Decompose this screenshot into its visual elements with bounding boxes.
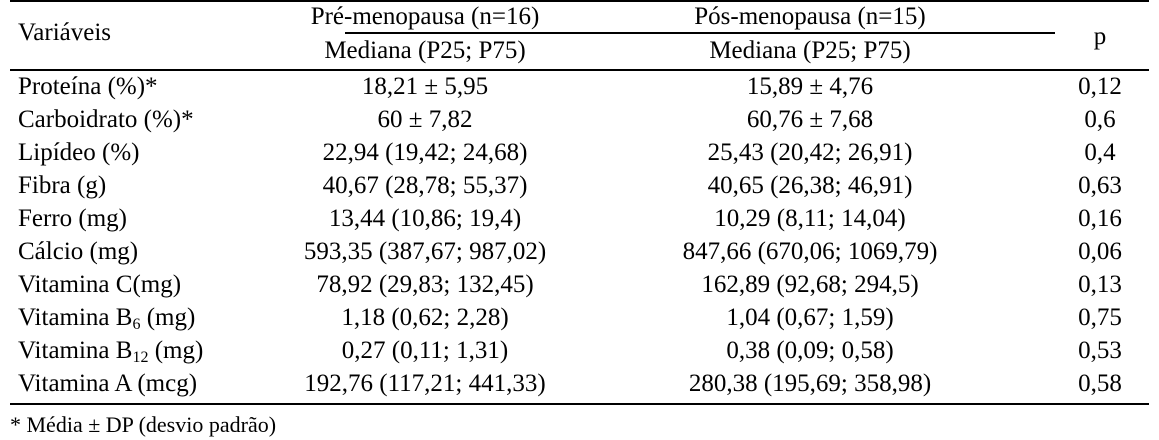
row-label: Cálcio (mg)	[18, 238, 139, 265]
row-pos: 60,76 ± 7,68	[746, 106, 874, 133]
header-p: p	[1093, 23, 1107, 50]
row-pos: 25,43 (20,42; 26,91)	[707, 139, 913, 166]
row-p: 0,16	[1078, 205, 1122, 232]
row-label: Vitamina A (mcg)	[18, 370, 198, 397]
row-p: 0,12	[1078, 73, 1122, 100]
header-rule	[10, 69, 1149, 71]
row-label: Ferro (mg)	[18, 205, 127, 232]
row-label: Proteína (%)*	[18, 73, 158, 100]
label-unit: (mg)	[148, 337, 204, 364]
row-pre: 192,76 (117,21; 441,33)	[304, 370, 546, 397]
row-pre: 22,94 (19,42; 24,68)	[322, 139, 528, 166]
row-pos: 15,89 ± 4,76	[746, 73, 874, 100]
row-label	[18, 336, 203, 366]
row-label: Lipídeo (%)	[18, 139, 140, 166]
row-p: 0,75	[1078, 304, 1122, 331]
row-pos: 847,66 (670,06; 1069,79)	[682, 238, 938, 265]
label-unit: (mg)	[140, 304, 196, 331]
row-label: Fibra (g)	[18, 172, 107, 199]
header-sub1: Mediana (P25; P75)	[324, 37, 526, 64]
row-p: 0,4	[1084, 139, 1116, 166]
row-p: 0,53	[1078, 337, 1122, 364]
row-pre: 1,18 (0,62; 2,28)	[341, 304, 509, 331]
row-pre: 0,27 (0,11; 1,31)	[341, 337, 509, 364]
row-pre: 13,44 (10,86; 19,4)	[328, 205, 522, 232]
row-pos: 280,38 (195,69; 358,98)	[688, 370, 932, 397]
label-subscript: 12	[132, 349, 149, 366]
row-pos: 1,04 (0,67; 1,59)	[726, 304, 894, 331]
row-pre: 60 ± 7,82	[377, 106, 473, 133]
group-rule	[345, 32, 1055, 34]
row-p: 0,63	[1078, 172, 1122, 199]
row-label	[18, 303, 195, 333]
label-main: Vitamina B	[18, 337, 133, 364]
bottom-rule	[10, 403, 1149, 405]
row-label: Carboidrato (%)*	[18, 106, 194, 133]
row-p: 0,13	[1078, 271, 1122, 298]
row-pos: 162,89 (92,68; 294,5)	[701, 271, 919, 298]
row-p: 0,06	[1078, 238, 1122, 265]
label-subscript: 6	[132, 316, 141, 333]
row-pre: 78,92 (29,83; 132,45)	[316, 271, 534, 298]
header-variables: Variáveis	[18, 19, 112, 46]
table-footnote: * Média ± DP (desvio padrão)	[10, 412, 277, 437]
row-p: 0,6	[1084, 106, 1116, 133]
row-pre: 593,35 (387,67; 987,02)	[303, 238, 547, 265]
label-main: Vitamina B	[18, 304, 133, 331]
row-pre: 18,21 ± 5,95	[361, 73, 489, 100]
row-pos: 0,38 (0,09; 0,58)	[726, 337, 894, 364]
row-pos: 10,29 (8,11; 14,04)	[714, 205, 906, 232]
header-group2: Pós-menopausa (n=15)	[694, 3, 926, 30]
row-pos: 40,65 (26,38; 46,91)	[707, 172, 913, 199]
row-label: Vitamina C(mg)	[18, 271, 182, 298]
header-group1: Pré-menopausa (n=16)	[310, 3, 540, 30]
row-p: 0,58	[1078, 370, 1122, 397]
header-sub2: Mediana (P25; P75)	[709, 37, 911, 64]
row-pre: 40,67 (28,78; 55,37)	[322, 172, 528, 199]
